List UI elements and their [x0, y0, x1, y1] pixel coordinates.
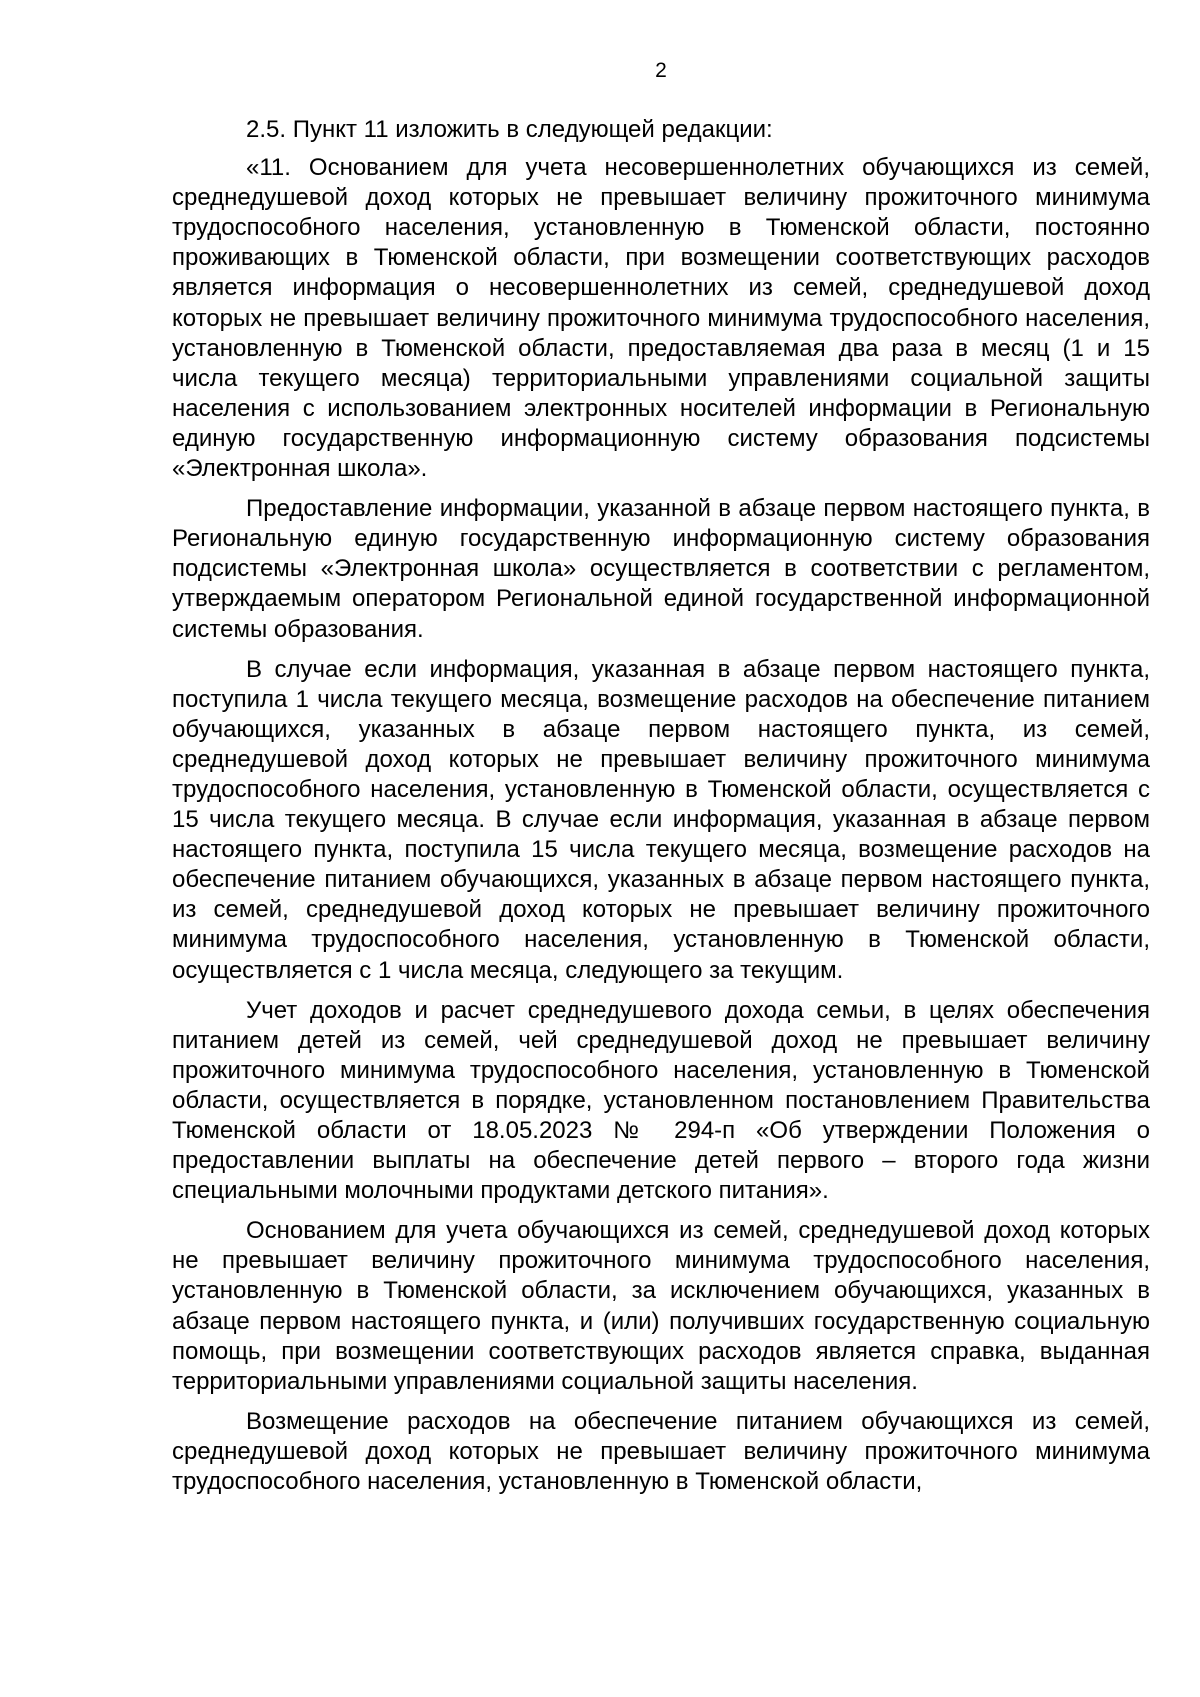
page-number: 2: [655, 59, 667, 82]
paragraph-reimbursement-timing: В случае если информация, указанная в абзаце первом настоящего пункта, поступила 1 числа текущего месяца, возмещение расходов на обеспечение питанием обучающихся, указанных в абзаце первом настоящего пункта, из семей, среднедушевой доход которых не превышает величину прожиточного минимума трудоспособного населения, установленную в Тюменской области, осуществляется с 15 числа текущего месяца. В случае если информация, указанная в абзаце первом настоящего пункта, поступила 15 числа текущего месяца, возмещение расходов на обеспечение питанием обучающихся, указанных в абзаце первом настоящего пункта, из семей, среднедушевой доход которых не превышает величину прожиточного минимума трудоспособного населения, установленную в Тюменской области, осуществляется с 1 числа месяца, следующего за текущим.: [172, 655, 1150, 984]
paragraph-amendment-intro: 2.5. Пункт 11 изложить в следующей редакции:: [246, 116, 773, 143]
paragraph-reimbursement-continued: Возмещение расходов на обеспечение питанием обучающихся из семей, среднедушевой доход которых не превышает величину прожиточного минимума трудоспособного населения, установленную в Тюменской области,: [172, 1407, 1150, 1496]
paragraph-information-provision: Предоставление информации, указанной в абзаце первом настоящего пункта, в Региональную единую государственную информационную систему образования подсистемы «Электронная школа» осуществляется в соответствии с регламентом, утверждаемым оператором Региональной единой государственной информационной системы образования.: [172, 495, 1150, 643]
document-body: [172, 115, 1150, 1507]
paragraph-item-11: «11. Основанием для учета несовершеннолетних обучающихся из семей, среднедушевой доход которых не превышает величину прожиточного минимума трудоспособного населения, установленную в Тюменской области, постоянно проживающих в Тюменской области, при возмещении соответствующих расходов является информация о несовершеннолетних из семей, среднедушевой доход которых не превышает величину прожиточного минимума трудоспособного населения, установленную в Тюменской области, предоставляемая два раза в месяц (1 и 15 числа текущего месяца) территориальными управлениями социальной защиты населения с использованием электронных носителей информации в Региональную единую государственную информационную систему образования подсистемы «Электронная школа».: [172, 154, 1150, 483]
paragraph-income-accounting: Учет доходов и расчет среднедушевого дохода семьи, в целях обеспечения питанием детей из семей, чей среднедушевой доход не превышает величину прожиточного минимума трудоспособного населения, установленную в Тюменской области, осуществляется в порядке, установленном постановлением Правительства Тюменской области от 18.05.2023 № 294-п «Об утверждении Положения о предоставлении выплаты на обеспечение детей первого – второго года жизни специальными молочными продуктами детского питания».: [172, 996, 1150, 1205]
paragraph-certificate-basis: Основанием для учета обучающихся из семей, среднедушевой доход которых не превышает величину прожиточного минимума трудоспособного населения, установленную в Тюменской области, за исключением обучающихся, указанных в абзаце первом настоящего пункта, и (или) получивших государственную социальную помощь, при возмещении соответствующих расходов является справка, выданная территориальными управлениями социальной защиты населения.: [172, 1217, 1150, 1395]
